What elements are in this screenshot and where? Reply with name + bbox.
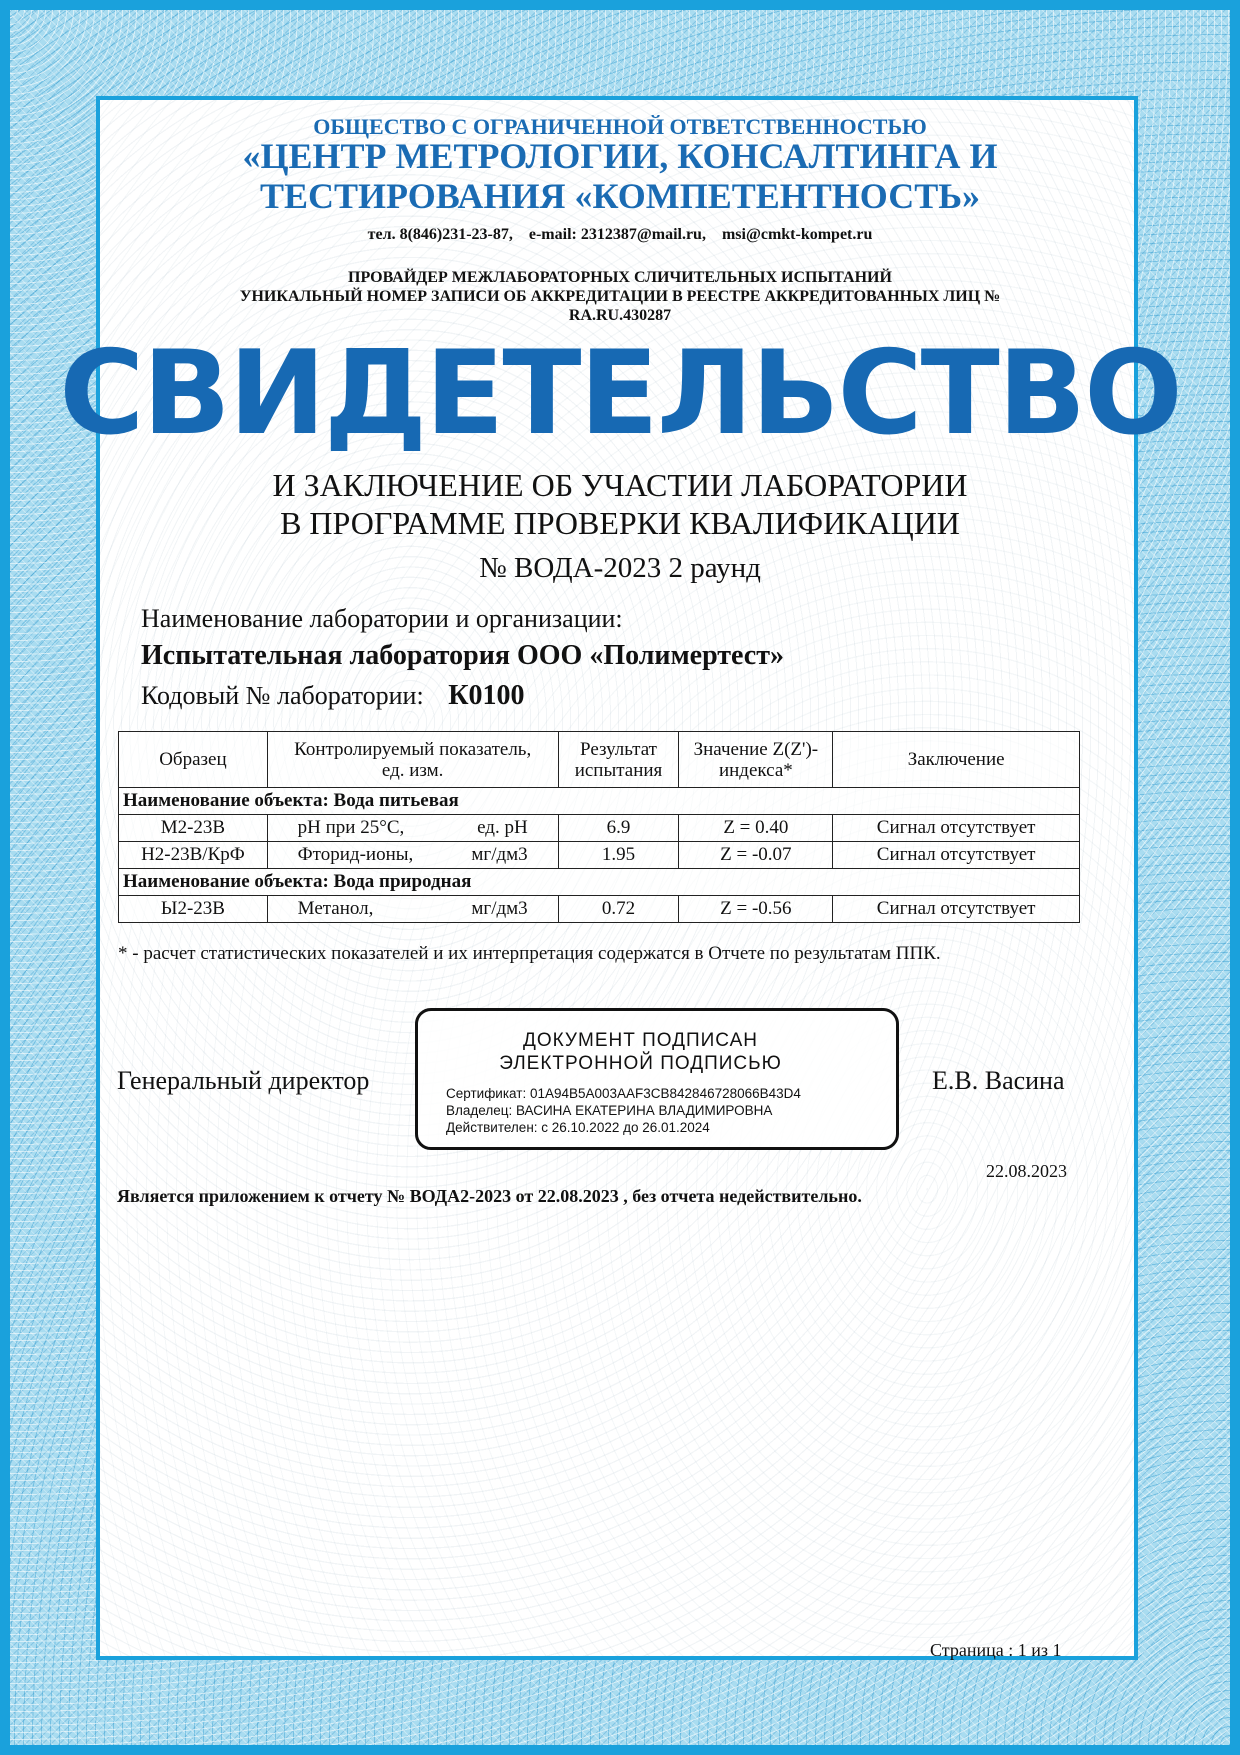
section-title: Наименование объекта: Вода питьевая xyxy=(119,788,1080,815)
provider-line2: УНИКАЛЬНЫЙ НОМЕР ЗАПИСИ ОБ АККРЕДИТАЦИИ В РЕЕСТРЕ АККРЕДИТОВАННЫХ ЛИЦ № xyxy=(239,288,1001,305)
stamp-owner: Владелец: ВАСИНА ЕКАТЕРИНА ВЛАДИМИРОВНА xyxy=(446,1103,773,1118)
indicator-name: Фторид-ионы, xyxy=(297,844,414,865)
cell-indicator xyxy=(267,896,558,923)
header-conclusion: Заключение xyxy=(833,732,1080,788)
cell-indicator xyxy=(267,815,558,842)
document-title: СВИДЕТЕЛЬСТВО xyxy=(59,326,1181,461)
table-row xyxy=(119,842,1080,869)
indicator-name: pH при 25°С, xyxy=(297,817,405,838)
footnote: * - расчет статистических показателей и их интерпретация содержатся в Отчете по результатам ППК. xyxy=(118,943,941,964)
cell-sample: Н2-23В/КрФ xyxy=(119,842,268,869)
cell-conclusion: Сигнал отсутствует xyxy=(833,842,1080,869)
cell-indicator xyxy=(267,842,558,869)
contacts xyxy=(0,226,1240,244)
org-type: ОБЩЕСТВО С ОГРАНИЧЕННОЙ ОТВЕТСТВЕННОСТЬЮ xyxy=(313,114,927,139)
org-name-line1: «ЦЕНТР МЕТРОЛОГИИ, КОНСАЛТИНГА И xyxy=(242,136,998,176)
header-sample: Образец xyxy=(119,732,268,788)
cell-result: 6.9 xyxy=(558,815,679,842)
email-primary[interactable]: e-mail: 2312387@mail.ru, xyxy=(528,226,706,243)
section-title: Наименование объекта: Вода природная xyxy=(119,869,1080,896)
cell-result: 1.95 xyxy=(558,842,679,869)
cell-sample: Ы2-23В xyxy=(119,896,268,923)
org-name xyxy=(0,136,1240,216)
director-position: Генеральный директор xyxy=(117,1066,370,1095)
cell-conclusion: Сигнал отсутствует xyxy=(833,896,1080,923)
lab-code-label: Кодовый № лаборатории: xyxy=(141,681,424,710)
issue-date: 22.08.2023 xyxy=(986,1161,1067,1181)
subtitle-line1: И ЗАКЛЮЧЕНИЕ ОБ УЧАСТИИ ЛАБОРАТОРИИ xyxy=(272,467,968,503)
cell-result: 0.72 xyxy=(558,896,679,923)
table-section-row xyxy=(119,788,1080,815)
indicator-name: Метанол, xyxy=(297,898,374,919)
stamp-title-line2: ЭЛЕКТРОННОЙ ПОДПИСЬЮ xyxy=(499,1053,782,1074)
header-indicator: Контролируемый показатель, ед. изм. xyxy=(267,732,558,788)
cell-sample: М2-23В xyxy=(119,815,268,842)
header-z-index: Значение Z(Z')- индекса* xyxy=(679,732,833,788)
provider-line1: ПРОВАЙДЕР МЕЖЛАБОРАТОРНЫХ СЛИЧИТЕЛЬНЫХ ИСПЫТАНИЙ xyxy=(348,269,892,286)
lab-name: Испытательная лаборатория ООО «Полимертест» xyxy=(141,640,784,671)
provider-line3: RA.RU.430287 xyxy=(568,307,672,324)
stamp-title-line1: ДОКУМЕНТ ПОДПИСАН xyxy=(523,1030,758,1051)
page-number: Страница : 1 из 1 xyxy=(930,1640,1062,1660)
results-table xyxy=(118,731,1080,923)
subtitle-line2: В ПРОГРАММЕ ПРОВЕРКИ КВАЛИФИКАЦИИ xyxy=(280,505,960,541)
indicator-unit: мг/дм3 xyxy=(471,898,528,919)
stamp-certificate: Сертификат: 01A94B5A003AAF3CB842846728066B43D4 xyxy=(446,1086,801,1101)
indicator-unit: ед. pH xyxy=(477,817,528,838)
subtitle xyxy=(0,466,1240,542)
table-header-row xyxy=(119,732,1080,788)
cell-z-index: Z = -0.07 xyxy=(679,842,833,869)
org-name-line2: ТЕСТИРОВАНИЯ «КОМПЕТЕНТНОСТЬ» xyxy=(259,176,981,216)
cell-z-index: Z = 0.40 xyxy=(679,815,833,842)
cell-conclusion: Сигнал отсутствует xyxy=(833,815,1080,842)
indicator-unit: мг/дм3 xyxy=(471,844,528,865)
provider-info xyxy=(0,268,1240,325)
header-result: Результат испытания xyxy=(558,732,679,788)
lab-code-line xyxy=(141,680,525,712)
stamp-title xyxy=(418,1029,863,1075)
appendix-note: Является приложением к отчету № ВОДА2-2023 от 22.08.2023 , без отчета недействительно. xyxy=(117,1186,862,1206)
email-secondary[interactable]: msi@cmkt-kompet.ru xyxy=(721,226,873,243)
table-row xyxy=(119,815,1080,842)
lab-code: К0100 xyxy=(448,680,525,711)
table-section-row xyxy=(119,869,1080,896)
lab-caption: Наименование лаборатории и организации: xyxy=(141,604,623,633)
e-signature-stamp xyxy=(415,1008,899,1150)
director-name: Е.В. Васина xyxy=(932,1066,1065,1095)
table-row xyxy=(119,896,1080,923)
stamp-validity: Действителен: с 26.10.2022 до 26.01.2024 xyxy=(446,1120,710,1135)
program-number: № ВОДА-2023 2 раунд xyxy=(479,552,761,584)
phone: тел. 8(846)231-23-87, xyxy=(367,226,513,243)
cell-z-index: Z = -0.56 xyxy=(679,896,833,923)
